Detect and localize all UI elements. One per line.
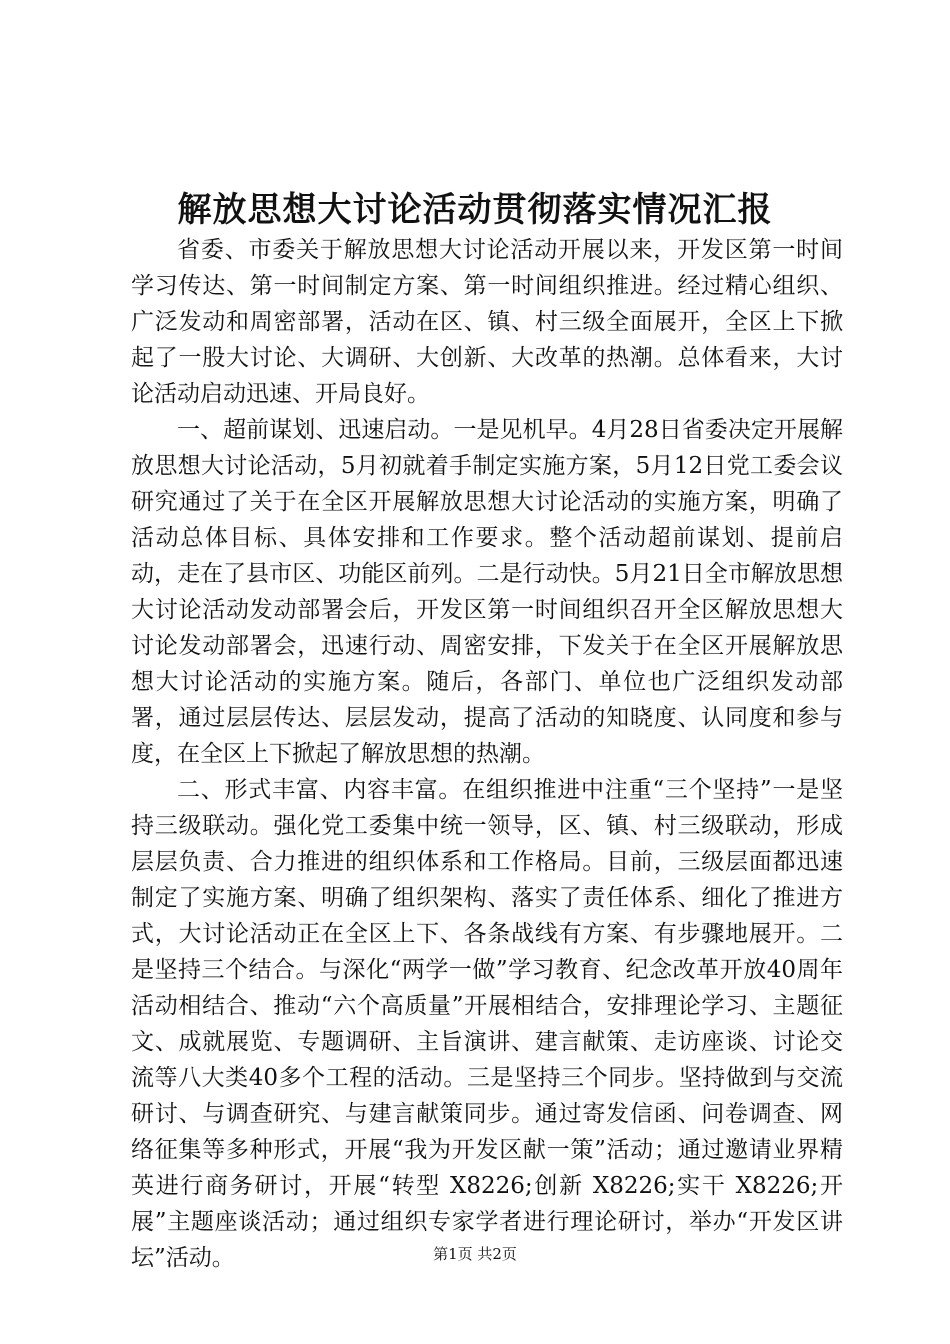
paragraph-intro: 省委、市委关于解放思想大讨论活动开展以来，开发区第一时间学习传达、第一时间制定方案、第一时间组织推进。经过精心组织、广泛发动和周密部署，活动在区、镇、村三级全面展开，全区上下掀起了一股大讨论、大调研、大创新、大改革的热潮。总体看来，大讨论活动启动迅速、开局良好。 xyxy=(131,237,843,407)
page-number-footer: 第1页 共2页 xyxy=(433,1245,517,1263)
paragraph-section-1: 一、超前谋划、迅速启动。一是见机早。4月28日省委决定开展解放思想大讨论活动，5月初就着手制定实施方案，5月12日党工委会议研究通过了关于在全区开展解放思想大讨论活动的实施方案，明确了活动总体目标、具体安排和工作要求。整个活动超前谋划、提前启动，走在了县市区、功能区前列。二是行动快。5月21日全市解放思想大讨论活动发动部署会后，开发区第一时间组织召开全区解放思想大讨论发动部署会，迅速行动、周密安排，下发关于在全区开展解放思想大讨论活动的实施方案。随后，各部门、单位也广泛组织发动部署，通过层层传达、层层发动，提高了活动的知晓度、认同度和参与度，在全区上下掀起了解放思想的热潮。 xyxy=(131,417,843,767)
document-title: 解放思想大讨论活动贯彻落实情况汇报 xyxy=(177,190,773,230)
paragraph-section-2: 二、形式丰富、内容丰富。在组织推进中注重“三个坚持”一是坚持三级联动。强化党工委集中统一领导，区、镇、村三级联动，形成层层负责、合力推进的组织体系和工作格局。目前，三级层面都迅速制定了实施方案、明确了组织架构、落实了责任体系、细化了推进方式，大讨论活动正在全区上下、各条战线有方案、有步骤地展开。二是坚持三个结合。与深化“两学一做”学习教育、纪念改革开放40周年活动相结合、推动“六个高质量”开展相结合，安排理论学习、主题征文、成就展览、专题调研、主旨演讲、建言献策、走访座谈、讨论交流等八大类40多个工程的活动。三是坚持三个同步。坚持做到与交流研讨、与调查研究、与建言献策同步。通过寄发信函、问卷调查、网络征集等多种形式，开展“我为开发区献一策”活动；通过邀请业界精英进行商务研讨，开展“转型 X8226;创新 X8226;实干 X8226;开展”主题座谈活动；通过组织专家学者进行理论研讨，举办“开发区讲坛”活动。 xyxy=(131,777,843,1271)
document-body xyxy=(131,232,843,1276)
